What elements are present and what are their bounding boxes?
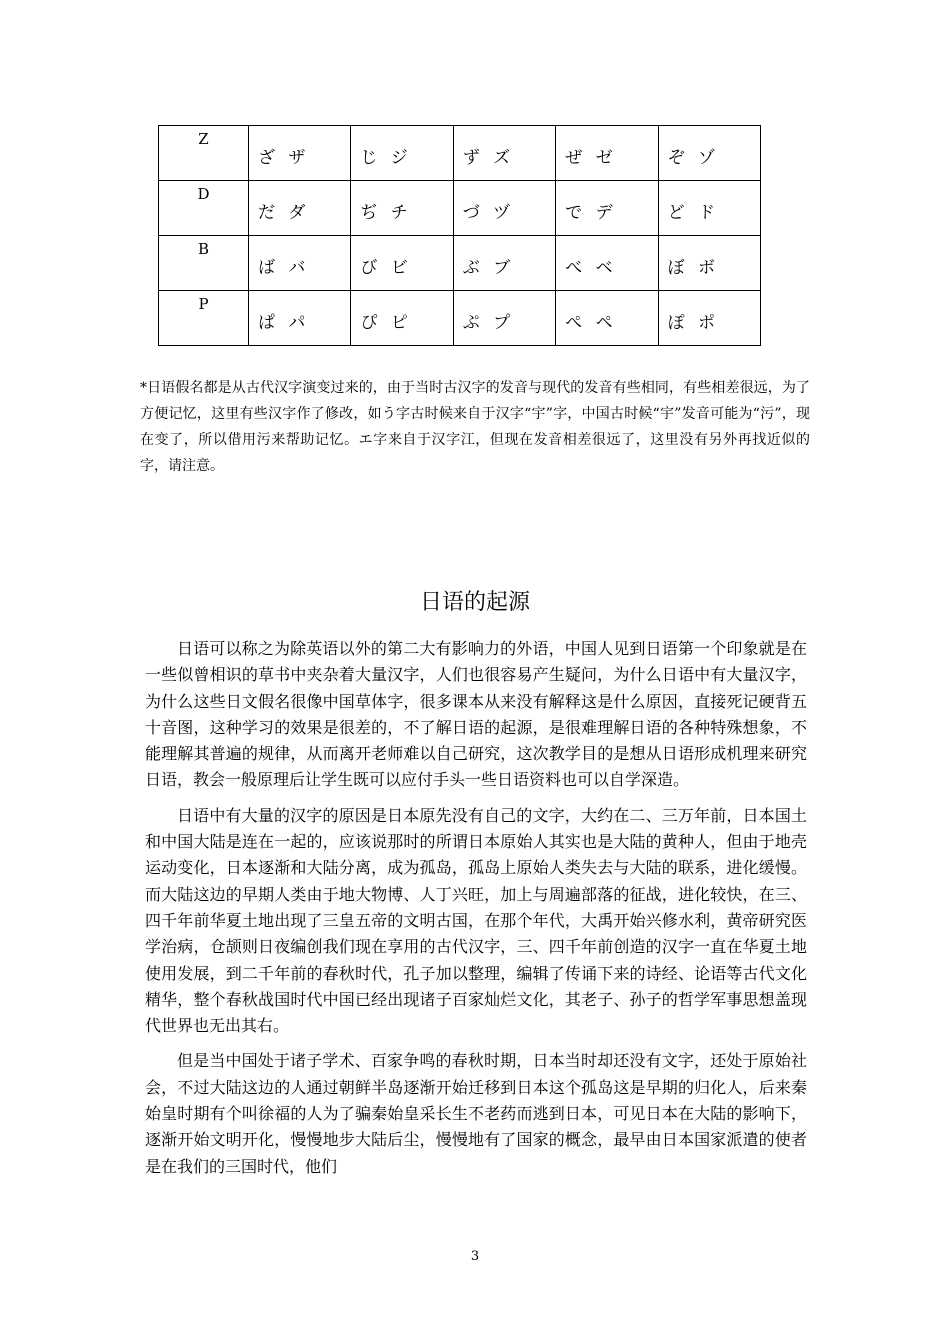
kana-cell: ぽ ポ [658, 291, 760, 346]
row-label: D [159, 181, 249, 236]
kana-cell: だ ダ [249, 181, 351, 236]
kana-table [158, 125, 761, 346]
kana-cell: ぶ ブ [453, 236, 555, 291]
paragraph: 日语可以称之为除英语以外的第二大有影响力的外语，中国人见到日语第一个印象就是在一些似曾相识的草书中夹杂着大量汉字，人们也很容易产生疑问，为什么日语中有大量汉字，为什么这些日文假名很像中国草体字，很多课本从来没有解释这是什么原因，直接死记硬背五十音图，这种学习的效果是很差的，不了解日语的起源，是很难理解日语的各种特殊想象，不能理解其普遍的规律，从而离开老师难以自己研究，这次教学目的是想从日语形成机理来研究日语，教会一般原理后让学生既可以应付手头一些日语资料也可以自学深造。 [145, 639, 807, 790]
body-text [145, 636, 807, 1189]
paragraph: 日语中有大量的汉字的原因是日本原先没有自己的文字，大约在二、三万年前，日本国土和中国大陆是连在一起的，应该说那时的所谓日本原始人其实也是大陆的黄种人，但由于地壳运动变化，日本逐渐和大陆分离，成为孤岛，孤岛上原始人类失去与大陆的联系，进化缓慢。而大陆这边的早期人类由于地大物博、人丁兴旺，加上与周遍部落的征战，进化较快，在三、四千年前华夏土地出现了三皇五帝的文明古国，在那个年代，大禹开始兴修水利，黄帝研究医学治病，仓颉则日夜编创我们现在享用的古代汉字，三、四千年前创造的汉字一直在华夏土地使用发展，到二千年前的春秋时代，孔子加以整理，编辑了传诵下来的诗经、论语等古代文化精华，整个春秋战国时代中国已经出现诸子百家灿烂文化，其老子、孙子的哲学军事思想盖现代世界也无出其右。 [145, 805, 807, 1036]
kana-cell: ぺ ペ [556, 291, 658, 346]
kana-cell: で デ [556, 181, 658, 236]
kana-cell: づ ヅ [453, 181, 555, 236]
kana-cell: び ビ [351, 236, 453, 291]
kana-cell: ざ ザ [249, 126, 351, 181]
kana-cell: ぼ ボ [658, 236, 760, 291]
kana-cell: ど ド [658, 181, 760, 236]
kana-cell: ぞ ゾ [658, 126, 760, 181]
table-row [159, 291, 761, 346]
row-label: Z [159, 126, 249, 181]
kana-cell: ぢ チ [351, 181, 453, 236]
table-row [159, 126, 761, 181]
row-label: B [159, 236, 249, 291]
kana-cell: じ ジ [351, 126, 453, 181]
table-row [159, 181, 761, 236]
table-row [159, 236, 761, 291]
kana-cell: ぱ パ [249, 291, 351, 346]
kana-cell: ぜ ゼ [556, 126, 658, 181]
kana-cell: ず ズ [453, 126, 555, 181]
page-number: 3 [470, 1249, 480, 1264]
paragraph: 但是当中国处于诸子学术、百家争鸣的春秋时期，日本当时却还没有文字，还处于原始社会，不过大陆这边的人通过朝鲜半岛逐渐开始迁移到日本这个孤岛这是早期的归化人，后来秦始皇时期有个叫徐福的人为了骗秦始皇采长生不老药而逃到日本，可见日本在大陆的影响下，逐渐开始文明开化，慢慢地步大陆后尘，慢慢地有了国家的概念，最早由日本国家派遣的使者是在我们的三国时代，他们 [145, 1051, 807, 1176]
row-label: P [159, 291, 249, 346]
kana-cell: ば バ [249, 236, 351, 291]
kana-cell: ぷ プ [453, 291, 555, 346]
section-title: 日语的起源 [419, 590, 530, 615]
kana-cell: ぴ ピ [351, 291, 453, 346]
footnote: *日语假名都是从古代汉字演变过来的，由于当时古汉字的发音与现代的发音有些相同，有些相差很远，为了方便记忆，这里有些汉字作了修改，如う字古时候来自于汉字“宇”字，中国古时候“宇”发音可能为“污”，现在变了，所以借用污来帮助记忆。エ字来自于汉字江，但现在发音相差很远了，这里没有另外再找近似的字，请注意。 [140, 380, 810, 474]
kana-cell: べ ベ [556, 236, 658, 291]
